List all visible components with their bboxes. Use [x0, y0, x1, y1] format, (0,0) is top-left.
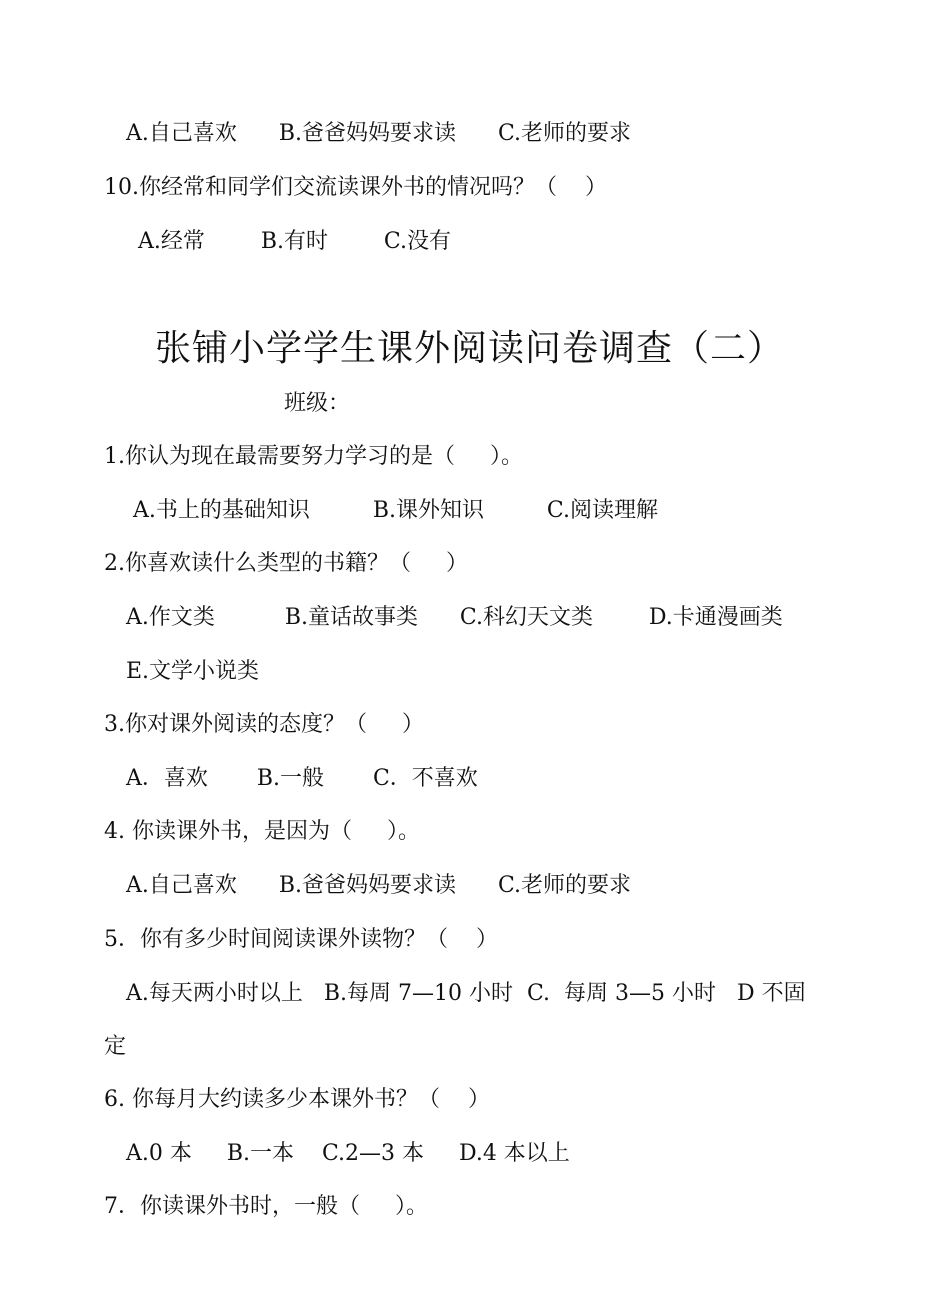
- q1-options: A.书上的基础知识 B.课外知识 C.阅读理解: [133, 498, 658, 523]
- q4-options: A.自己喜欢 B.爸爸妈妈要求读 C.老师的要求: [126, 873, 632, 898]
- q2-options-line1: A.作文类 B.童话故事类 C.科幻天文类 D.卡通漫画类: [126, 605, 783, 630]
- q3-question: 3.你对课外阅读的态度？（ ）: [104, 712, 424, 737]
- q2-question: 2.你喜欢读什么类型的书籍？（ ）: [104, 551, 468, 576]
- q10-question: 10.你经常和同学们交流读课外书的情况吗？（ ）: [104, 175, 607, 200]
- q6-question: 6. 你每月大约读多少本课外书？（ ）: [104, 1087, 490, 1112]
- q5-question: 5．你有多少时间阅读课外读物？（ ）: [104, 927, 498, 952]
- q9-options: A.自己喜欢 B.爸爸妈妈要求读 C.老师的要求: [126, 121, 632, 146]
- class-label: 班级：: [284, 391, 351, 416]
- q10-options: A.经常 B.有时 C.没有: [138, 229, 451, 254]
- q6-options: A.0 本 B.一本 C.2—3 本 D.4 本以上: [126, 1141, 570, 1166]
- q2-options-line2: E.文学小说类: [126, 659, 260, 684]
- q5-options-line1: A.每天两小时以上 B.每周 7—10 小时 C. 每周 3—5 小时 D 不固: [126, 981, 806, 1006]
- q4-question: 4. 你读课外书，是因为（ ）。: [104, 819, 420, 844]
- q3-options: A．喜欢 B.一般 C．不喜欢: [126, 766, 478, 791]
- q5-options-line2: 定: [104, 1034, 127, 1059]
- q1-question: 1.你认为现在最需要努力学习的是（ ）。: [104, 444, 523, 469]
- q7-question: 7．你读课外书时，一般（ ）。: [104, 1194, 428, 1219]
- survey-title: 张铺小学学生课外阅读问卷调查（二）: [155, 328, 785, 369]
